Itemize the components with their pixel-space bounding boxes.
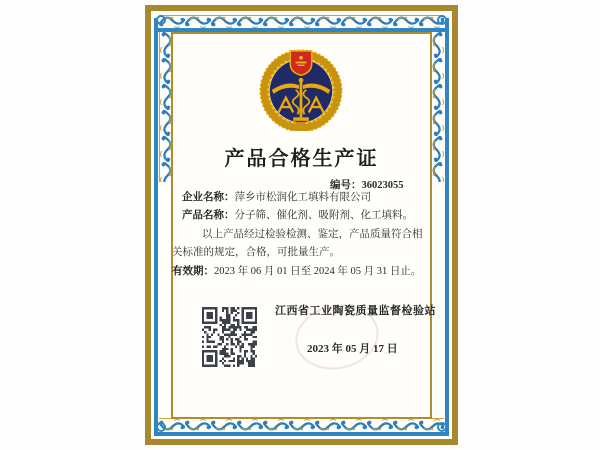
industry-commerce-emblem-icon xyxy=(251,45,351,131)
border-blue-strip-bottom xyxy=(154,432,449,436)
statement-line-2: 关标准的规定，合格，可批量生产。 xyxy=(172,247,340,259)
validity-line xyxy=(172,263,425,281)
corner-scroll-icon xyxy=(437,422,447,432)
certificate-title: 产品合格生产证 xyxy=(224,148,379,170)
issuer-name: 江西省工业陶瓷质量监督检验站 xyxy=(275,305,436,317)
corner-scroll-icon xyxy=(437,15,447,25)
product-label: 产品名称： xyxy=(182,210,235,222)
qr-code xyxy=(202,307,257,367)
statement-line-1: 以上产品经过检验检测、鉴定，产品质量符合相 xyxy=(202,228,423,240)
national-emblem-icon xyxy=(290,51,312,75)
certificate xyxy=(145,5,458,445)
border-ornament-top xyxy=(159,15,444,28)
border-blue-strip-left xyxy=(154,18,158,432)
product-value: 分子筛、催化剂、吸附剂、化工填料。 xyxy=(234,210,413,222)
validity-label: 有效期： xyxy=(172,265,214,277)
corner-scroll-icon xyxy=(156,15,166,25)
corner-scroll-icon xyxy=(156,422,166,432)
company-value: 萍乡市松润化工填料有限公司 xyxy=(234,192,371,203)
product-line xyxy=(172,207,425,225)
company-label: 企业名称： xyxy=(182,192,235,203)
issue-date: 2023 年 05 月 17 日 xyxy=(307,343,398,355)
validity-value: 2023 年 06 月 01 日至 2024 年 05 月 31 日止。 xyxy=(214,265,422,277)
certificate-body xyxy=(172,189,425,281)
serial-number: 36023055 xyxy=(361,180,404,191)
company-line xyxy=(172,189,425,207)
serial-label: 编号： xyxy=(330,180,362,191)
border-ornament-bottom xyxy=(159,418,444,431)
border-blue-strip-right xyxy=(445,18,449,432)
